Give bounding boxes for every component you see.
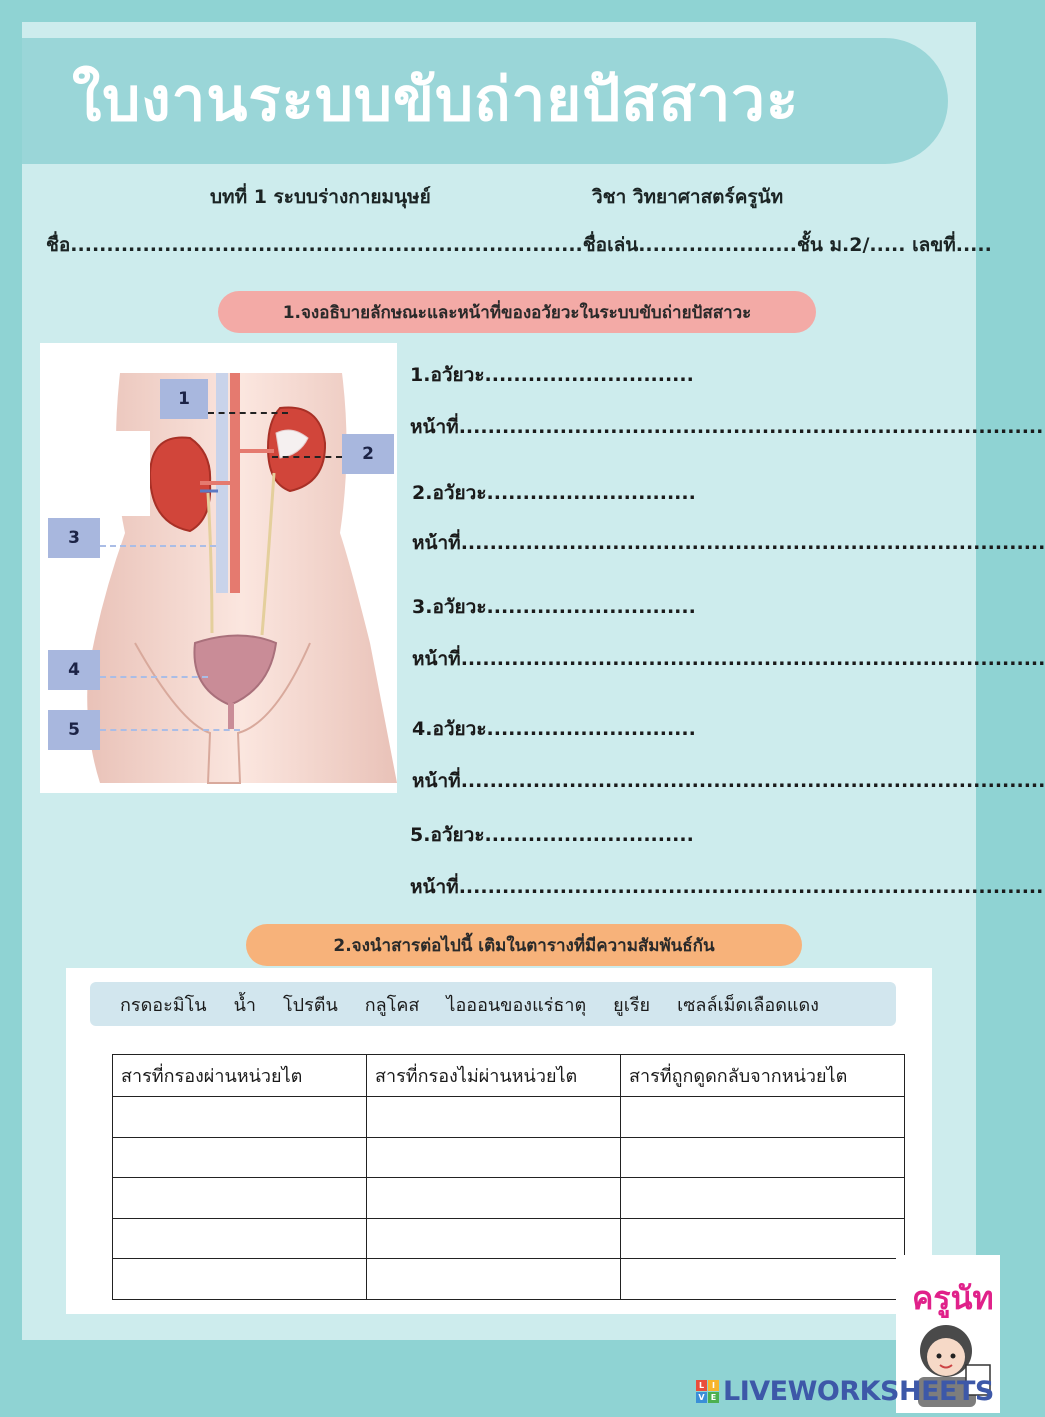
table-row bbox=[113, 1097, 905, 1138]
table-header-row bbox=[113, 1055, 905, 1097]
answer-cell[interactable] bbox=[621, 1178, 905, 1219]
word-bank-item[interactable]: ยูเรีย bbox=[613, 994, 651, 1016]
word-bank-item[interactable]: โปรตีน bbox=[283, 994, 338, 1016]
answer-cell[interactable] bbox=[621, 1218, 905, 1259]
answer-cell[interactable] bbox=[113, 1218, 367, 1259]
section2-heading: 2.จงนำสารต่อไปนี้ เติมในตารางที่มีความสัมพันธ์กัน bbox=[246, 924, 802, 966]
function-3-field[interactable]: หน้าที่................................................................................. bbox=[412, 648, 1045, 670]
answer-table bbox=[112, 1054, 905, 1300]
liveworksheets-wordmark: LIVEWORKSHEETS bbox=[723, 1376, 994, 1407]
liveworksheets-icon: L I V E bbox=[696, 1380, 719, 1403]
answer-cell[interactable] bbox=[621, 1097, 905, 1138]
organ-1-field[interactable]: 1.อวัยวะ............................. bbox=[410, 364, 694, 386]
answer-cell[interactable] bbox=[367, 1137, 621, 1178]
answer-cell[interactable] bbox=[621, 1137, 905, 1178]
table-row bbox=[113, 1137, 905, 1178]
table-row bbox=[113, 1259, 905, 1300]
word-bank-item[interactable]: เซลล์เม็ดเลือดแดง bbox=[677, 994, 819, 1016]
answer-cell[interactable] bbox=[367, 1259, 621, 1300]
function-2-field[interactable]: หน้าที่................................................................................. bbox=[412, 532, 1045, 554]
leader-line-4 bbox=[100, 676, 208, 678]
answer-cell[interactable] bbox=[113, 1137, 367, 1178]
word-bank-item[interactable]: กรดอะมิโน bbox=[120, 994, 207, 1016]
function-4-field[interactable]: หน้าที่................................................................................. bbox=[412, 770, 1045, 792]
teacher-brand-name: ครูนัท bbox=[912, 1279, 994, 1317]
column-header-reabsorbed: สารที่ถูกดูดกลับจากหน่วยไต bbox=[621, 1055, 905, 1097]
word-bank-item[interactable]: ไอออนของแร่ธาตุ bbox=[446, 994, 587, 1016]
organ-5-field[interactable]: 5.อวัยวะ............................. bbox=[410, 824, 694, 846]
organ-4-field[interactable]: 4.อวัยวะ............................. bbox=[412, 718, 696, 740]
figure-label-2[interactable]: 2 bbox=[342, 434, 394, 474]
table-row bbox=[113, 1178, 905, 1219]
answer-cell[interactable] bbox=[367, 1178, 621, 1219]
lesson-label: บทที่ 1 ระบบร่างกายมนุษย์ bbox=[210, 186, 431, 208]
function-5-field[interactable]: หน้าที่................................................................................. bbox=[410, 876, 1044, 898]
leader-line-5 bbox=[100, 729, 240, 731]
figure-label-3[interactable]: 3 bbox=[48, 518, 100, 558]
answer-cell[interactable] bbox=[113, 1259, 367, 1300]
organ-3-field[interactable]: 3.อวัยวะ............................. bbox=[412, 596, 696, 618]
answer-cell[interactable] bbox=[113, 1178, 367, 1219]
figure-label-5[interactable]: 5 bbox=[48, 710, 100, 750]
answer-cell[interactable] bbox=[113, 1097, 367, 1138]
section1-heading: 1.จงอธิบายลักษณะและหน้าที่ของอวัยวะในระบบขับถ่ายปัสสาวะ bbox=[218, 291, 816, 333]
answer-cell[interactable] bbox=[367, 1218, 621, 1259]
word-bank-item[interactable]: กลูโคส bbox=[364, 994, 420, 1016]
word-bank-item[interactable]: น้ำ bbox=[233, 994, 256, 1016]
column-header-filtered: สารที่กรองผ่านหน่วยไต bbox=[113, 1055, 367, 1097]
column-header-not-filtered: สารที่กรองไม่ผ่านหน่วยไต bbox=[367, 1055, 621, 1097]
leader-line-1 bbox=[208, 412, 288, 414]
figure-label-1[interactable]: 1 bbox=[160, 379, 208, 419]
worksheet-title: ใบงานระบบขับถ่ายปัสสาวะ bbox=[72, 65, 800, 135]
liveworksheets-logo[interactable] bbox=[696, 1376, 994, 1407]
answer-cell[interactable] bbox=[367, 1097, 621, 1138]
organ-2-field[interactable]: 2.อวัยวะ............................. bbox=[412, 482, 696, 504]
leader-line-3 bbox=[100, 545, 216, 547]
subject-label: วิชา วิทยาศาสตร์ครูนัท bbox=[592, 186, 784, 208]
student-info-line[interactable]: ชื่อ.......................................................................ชื่อเล่น......................ชั้น ม.2/..... เลขที่..... bbox=[46, 234, 992, 256]
answer-cell[interactable] bbox=[621, 1259, 905, 1300]
leader-line-2 bbox=[272, 456, 342, 458]
figure-label-4[interactable]: 4 bbox=[48, 650, 100, 690]
word-bank bbox=[90, 982, 896, 1026]
function-1-field[interactable]: หน้าที่................................................................................. bbox=[410, 416, 1044, 438]
table-row bbox=[113, 1218, 905, 1259]
